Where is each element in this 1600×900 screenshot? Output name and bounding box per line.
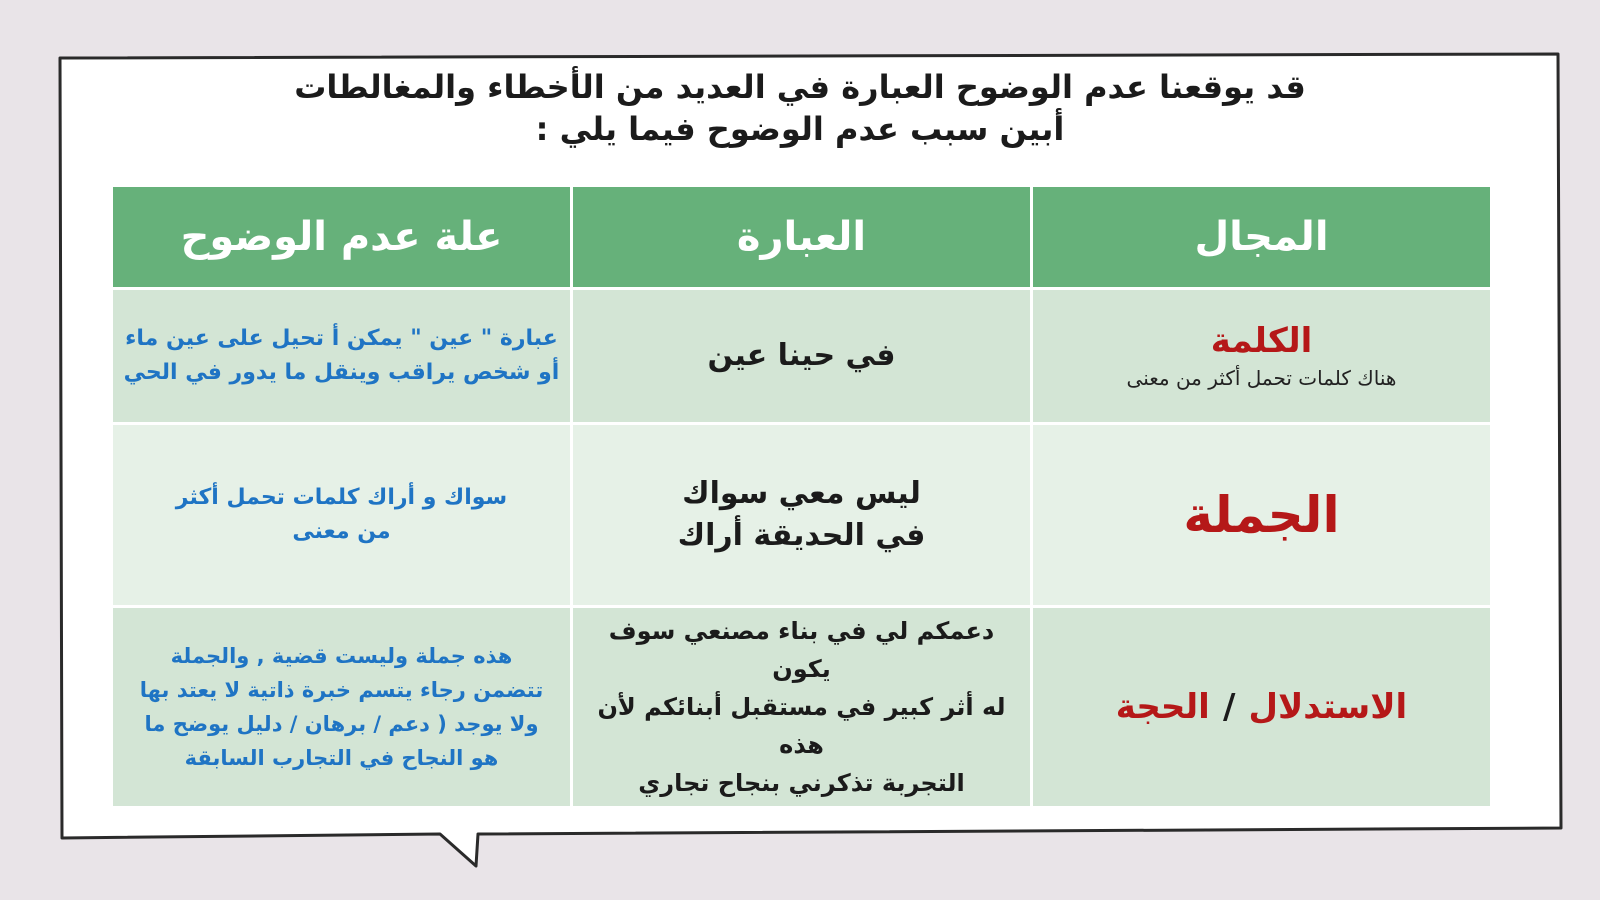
domain-label: الكلمة	[1210, 321, 1313, 361]
statement-line: في الحديقة أراك	[677, 518, 926, 553]
statement-line: التجربة تذكرني بنجاح تجاري	[638, 769, 965, 797]
domain-label-part2: الحجة	[1115, 687, 1210, 727]
table-row	[112, 607, 1492, 808]
cell-statement	[572, 424, 1032, 607]
cell-statement	[572, 607, 1032, 808]
header-reason: علة عدم الوضوح	[112, 186, 572, 289]
cell-statement	[572, 289, 1032, 424]
table-row	[112, 289, 1492, 424]
header-domain: المجال	[1032, 186, 1492, 289]
table-header-row	[112, 186, 1492, 289]
reason-line: هذه جملة وليست قضية , والجملة	[170, 644, 513, 668]
statement-line: في حينا عين	[707, 338, 896, 373]
domain-note: هناك كلمات تحمل أكثر من معنى	[1126, 366, 1397, 390]
cell-reason	[112, 289, 572, 424]
cell-domain	[1032, 607, 1492, 808]
cell-domain	[1032, 424, 1492, 607]
domain-label: الجملة	[1183, 486, 1340, 544]
domain-label-part1: الاستدلال	[1248, 687, 1408, 727]
table-row	[112, 424, 1492, 607]
page-title	[120, 66, 1480, 150]
analysis-table	[110, 184, 1493, 809]
reason-line: أو شخص يراقب وينقل ما يدور في الحي	[123, 360, 560, 385]
cell-domain	[1032, 289, 1492, 424]
header-statement: العبارة	[572, 186, 1032, 289]
reason-line: سواك و أراك كلمات تحمل أكثر	[175, 485, 508, 510]
statement-line: له أثر كبير في مستقبل أبنائكم لأن هذه	[597, 693, 1006, 759]
reason-line: هو النجاح في التجارب السابقة	[184, 746, 499, 770]
cell-reason	[112, 607, 572, 808]
statement-line: دعمكم لي في بناء مصنعي سوف يكون	[608, 617, 995, 683]
statement-line: ليس معي سواك	[682, 476, 921, 511]
reason-line: عبارة " عين " يمكن أ تحيل على عين ماء	[125, 326, 558, 351]
cell-reason	[112, 424, 572, 607]
domain-separator: /	[1222, 687, 1236, 727]
title-line-2: أبين سبب عدم الوضوح فيما يلي :	[535, 110, 1065, 148]
reason-line: من معنى	[292, 519, 391, 544]
reason-line: ولا يوجد ( دعم / برهان / دليل يوضح ما	[144, 712, 539, 736]
reason-line: تتضمن رجاء يتسم خبرة ذاتية لا يعتد بها	[139, 678, 544, 702]
title-line-1: قد يوقعنا عدم الوضوح العبارة في العديد من الأخطاء والمغالطات	[294, 68, 1306, 106]
